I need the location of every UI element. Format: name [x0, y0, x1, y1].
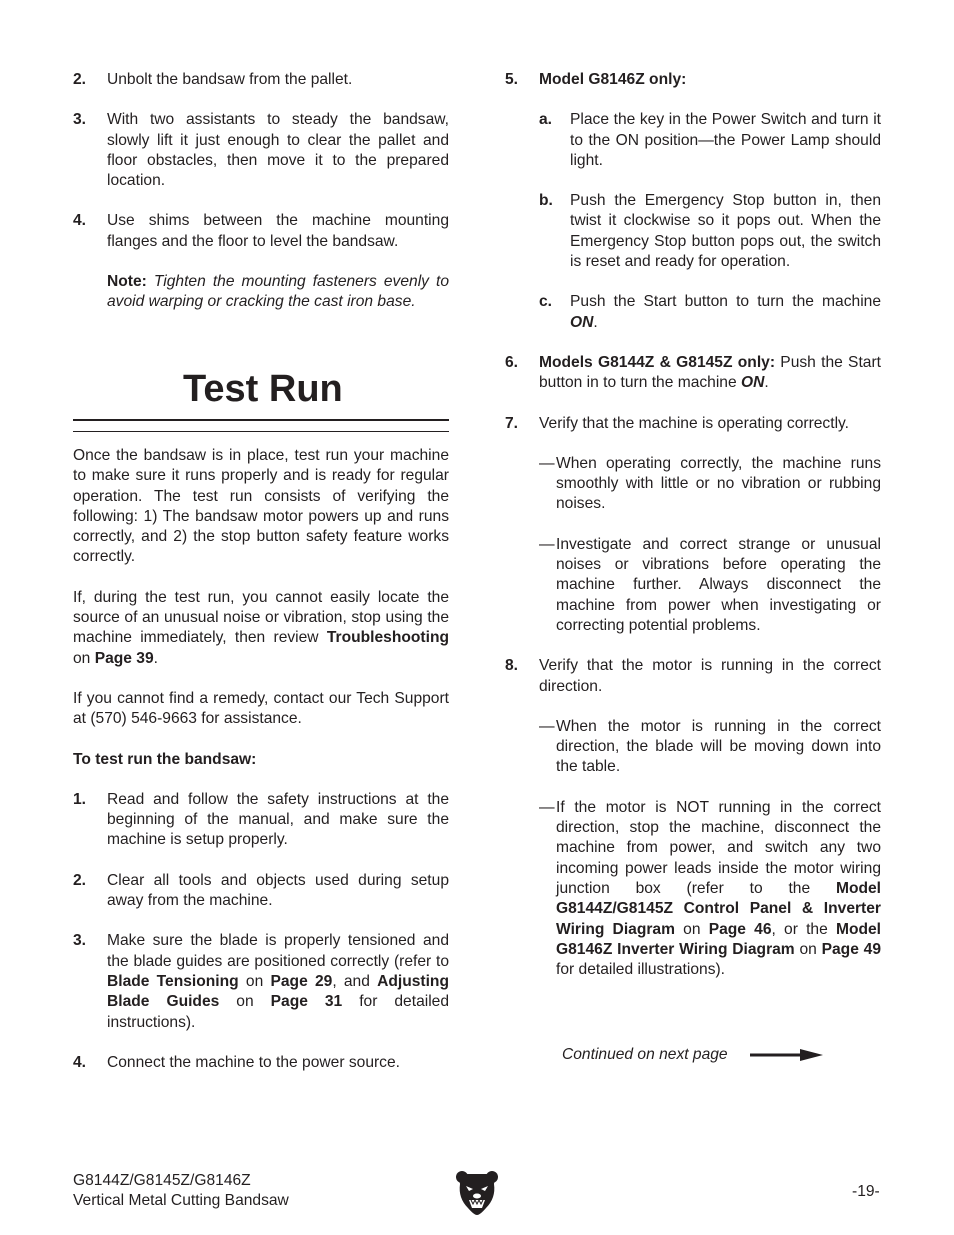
substep-a [505, 110, 881, 171]
dash-mark: — [539, 798, 555, 816]
step-number: 7. [505, 414, 519, 432]
text-run: on [219, 993, 271, 1011]
step-8-dash-2 [505, 798, 881, 981]
note-text: Tighten the mounting fasteners evenly to avoid warping or cracking the cast iron base. [107, 273, 449, 311]
test-step-2 [73, 871, 449, 912]
step-7-dash-1 [505, 454, 881, 515]
step-number: 3. [73, 932, 87, 950]
step-number: 4. [73, 1053, 87, 1071]
footer-product-name: Vertical Metal Cutting Bandsaw [73, 1192, 289, 1209]
step-number: 4. [73, 212, 87, 230]
section-title: Test Run [183, 368, 343, 410]
step-2-unbolt [73, 70, 449, 90]
title-rule-bottom [73, 431, 449, 432]
on-emphasis: ON [740, 374, 765, 392]
text-run: If, during the test run, you cannot easily locate the source of an unusual noise or vibration, stop using the machine immediately, then review [73, 588, 449, 647]
step-text: Connect the machine to the power source. [107, 1053, 400, 1071]
dash-text: When the motor is running in the correct direction, the blade will be moving down into the table. [556, 717, 881, 776]
page-ref: Page 46 [708, 920, 772, 938]
test-step-5 [505, 70, 881, 90]
intro-paragraph: Once the bandsaw is in place, test run your machine to make sure it runs properly and is ready for regular operation. The test run consists of verifying the following: 1) The bandsaw motor powers up and runs correctly, and 2) the stop button safety feature works correctly. [73, 447, 449, 566]
substep-letter: c. [539, 293, 553, 311]
text-run: Push the Start button in to turn the machine [539, 353, 881, 392]
left-column-lower [73, 446, 449, 1093]
step-number: 6. [505, 353, 519, 371]
on-emphasis: ON [570, 313, 594, 331]
step-label: Model G8146Z only: [539, 71, 687, 88]
troubleshooting-ref: Troubleshooting [326, 629, 449, 647]
step-number: 2. [73, 71, 87, 88]
footer-models: G8144Z/G8145Z/G8146Z [73, 1172, 251, 1189]
wiring-diagram-ref: Model G8144Z/G8145Z Control Panel & Inverter Wiring Diagram [556, 879, 881, 938]
title-rule-top [73, 419, 449, 421]
substep-letter: a. [539, 111, 553, 129]
text-run: . [593, 313, 598, 331]
troubleshooting-paragraph [73, 588, 449, 669]
text-run: Make sure the blade is properly tensioned and the blade guides are positioned correctly (refer to [107, 932, 449, 970]
test-step-1 [73, 790, 449, 851]
text-run: for detailed instructions). [107, 993, 450, 1031]
dash-mark: — [539, 535, 555, 553]
text-run: . [764, 374, 769, 392]
step-number: 3. [73, 111, 87, 129]
mounting-note [107, 272, 449, 313]
text-run: , and [332, 972, 378, 990]
right-arrow-icon [750, 1048, 824, 1062]
text-run: on [238, 972, 271, 990]
step-text: Use shims between the machine mounting flanges and the floor to level the bandsaw. [107, 212, 449, 250]
procedure-heading [73, 750, 449, 770]
step-text: Unbolt the bandsaw from the pallet. [107, 71, 353, 88]
text-run: for detailed illustrations). [556, 961, 726, 979]
wiring-diagram-ref: Model G8146Z Inverter Wiring Diagram [556, 920, 881, 958]
procedure-heading-text: To test run the bandsaw: [73, 750, 257, 768]
text-run: Push the Start button to turn the machine [570, 293, 881, 311]
test-step-6 [505, 353, 881, 394]
dash-text: Investigate and correct strange or unusual noises or vibrations before operating the machine further. Always disconnect the machine from power when investigating or correcting potential problems. [556, 535, 881, 634]
step-8-dash-1 [505, 717, 881, 778]
step-text: Read and follow the safety instructions at the beginning of the manual, and make sure the machine is setup properly. [107, 790, 449, 849]
step-3-lift [73, 110, 449, 191]
page-number: -19- [852, 1183, 880, 1200]
test-step-4 [73, 1053, 449, 1073]
page-ref: Page 29 [270, 972, 333, 990]
left-column [73, 70, 449, 333]
support-paragraph: If you cannot find a remedy, contact our Tech Support at (570) 546-9663 for assistance. [73, 689, 449, 728]
test-step-3 [73, 931, 449, 1032]
page-ref: Page 31 [270, 993, 343, 1011]
text-run: . [153, 649, 158, 667]
step-text: Verify that the machine is operating correctly. [539, 414, 850, 432]
dash-mark: — [539, 717, 555, 735]
step-number: 5. [505, 71, 519, 88]
test-step-7 [505, 414, 881, 434]
substep-c [505, 292, 881, 333]
substep-b [505, 191, 881, 272]
step-text: Verify that the motor is running in the correct direction. [539, 657, 881, 695]
footer-product [73, 1171, 289, 1211]
bear-head-logo-icon [456, 1170, 498, 1216]
step-7-dash-2 [505, 535, 881, 636]
note-label: Note: [107, 273, 147, 291]
dash-mark: — [539, 454, 555, 472]
blade-guides-ref: Adjusting Blade Guides [107, 972, 449, 1011]
test-step-8 [505, 656, 881, 697]
text-run: on [73, 649, 95, 667]
continued-text: Continued on next page [562, 1046, 728, 1063]
step-4-shims [73, 211, 449, 252]
substep-text: Push the Emergency Stop button in, then twist it clockwise so it pops out. When the Emergency Stop button pops out, the switch is reset and ready for operation. [570, 192, 881, 271]
page-ref: Page 49 [821, 940, 881, 958]
text-run: on [794, 940, 822, 958]
text-run: on [674, 920, 709, 938]
step-text: Clear all tools and objects used during setup away from the machine. [107, 871, 449, 910]
text-run: , or the [771, 920, 836, 938]
blade-tensioning-ref: Blade Tensioning [107, 972, 239, 990]
step-text: With two assistants to steady the bandsaw, slowly lift it just enough to clear the pallet and floor obstacles, then move it to the prepared location. [107, 111, 449, 190]
step-number: 2. [73, 871, 87, 889]
substep-letter: b. [539, 192, 553, 210]
step-number: 8. [505, 657, 519, 675]
substep-text: Place the key in the Power Switch and turn it to the ON position—the Power Lamp should light. [570, 111, 881, 169]
page-ref: Page 39 [94, 649, 154, 667]
right-column [505, 70, 881, 1000]
dash-text: When operating correctly, the machine runs smoothly with little or no vibration or rubbing noises. [556, 454, 881, 513]
step-number: 1. [73, 790, 87, 808]
step-label: Models G8144Z & G8145Z only: [539, 353, 776, 371]
text-run: If the motor is NOT running in the correct direction, stop the machine, disconnect the machine from power, and switch any two incoming power leads inside the motor wiring junction box (refer to the [556, 798, 881, 897]
